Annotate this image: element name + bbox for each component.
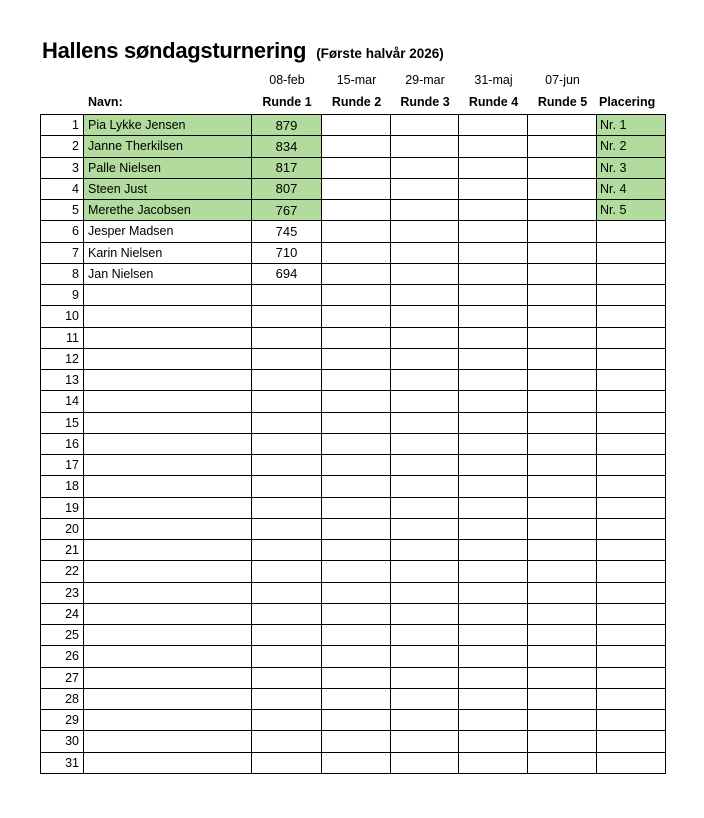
placering-cell[interactable] — [597, 434, 666, 455]
row-number-cell[interactable]: 11 — [41, 328, 84, 349]
round-1-cell[interactable] — [252, 434, 322, 455]
row-number-cell[interactable]: 31 — [41, 753, 84, 774]
title-row — [42, 38, 444, 64]
name-cell[interactable] — [84, 370, 252, 391]
round-5-cell[interactable] — [528, 668, 597, 689]
round-3-cell[interactable] — [391, 731, 459, 752]
round-5-cell[interactable] — [528, 455, 597, 476]
placering-cell[interactable] — [597, 753, 666, 774]
column-header-runde-5: Runde 5 — [537, 95, 588, 109]
round-2-cell[interactable] — [322, 476, 391, 497]
name-cell[interactable] — [84, 604, 252, 625]
round-1-cell[interactable] — [252, 668, 322, 689]
name-cell[interactable] — [84, 285, 252, 306]
round-3-cell[interactable] — [391, 370, 459, 391]
round-1-cell[interactable] — [252, 731, 322, 752]
column-header-runde-1: Runde 1 — [262, 95, 312, 109]
placering-cell[interactable] — [597, 264, 666, 285]
placering-cell[interactable] — [597, 498, 666, 519]
name-cell[interactable] — [84, 328, 252, 349]
round-1-cell[interactable] — [252, 689, 322, 710]
round-4-cell[interactable] — [459, 561, 528, 582]
row-number-cell[interactable]: 21 — [41, 540, 84, 561]
name-cell[interactable] — [84, 349, 252, 370]
row-number-cell[interactable]: 6 — [41, 221, 84, 242]
round-3-cell[interactable] — [391, 158, 459, 179]
round-3-cell[interactable] — [391, 646, 459, 667]
round-1-cell[interactable] — [252, 646, 322, 667]
round-3-cell[interactable] — [391, 285, 459, 306]
round-1-cell[interactable] — [252, 306, 322, 327]
round-3-cell[interactable] — [391, 391, 459, 412]
row-number-cell[interactable]: 30 — [41, 731, 84, 752]
date-round-5: 07-jun — [545, 73, 580, 87]
column-header-navn: Navn: — [88, 95, 123, 109]
round-5-cell[interactable] — [528, 561, 597, 582]
round-1-cell[interactable] — [252, 285, 322, 306]
round-3-cell[interactable] — [391, 243, 459, 264]
date-round-4: 31-maj — [474, 73, 513, 87]
row-number-cell[interactable]: 8 — [41, 264, 84, 285]
round-5-cell[interactable] — [528, 413, 597, 434]
name-cell[interactable] — [84, 753, 252, 774]
placering-cell[interactable] — [597, 476, 666, 497]
round-2-cell[interactable] — [322, 434, 391, 455]
dates-row-spacer — [597, 71, 666, 89]
round-5-cell[interactable] — [528, 285, 597, 306]
round-2-cell[interactable] — [322, 391, 391, 412]
round-1-cell[interactable] — [252, 476, 322, 497]
round-5-cell[interactable] — [528, 519, 597, 540]
placering-cell[interactable] — [597, 689, 666, 710]
round-1-cell[interactable] — [252, 455, 322, 476]
placering-cell[interactable] — [597, 455, 666, 476]
name-cell[interactable] — [84, 306, 252, 327]
round-1-cell[interactable]: 694 — [252, 264, 322, 285]
round-3-cell[interactable] — [391, 264, 459, 285]
round-4-cell[interactable] — [459, 668, 528, 689]
round-4-cell[interactable] — [459, 583, 528, 604]
round-5-cell[interactable] — [528, 476, 597, 497]
round-5-cell[interactable] — [528, 243, 597, 264]
round-3-cell[interactable] — [391, 434, 459, 455]
row-number-cell[interactable]: 3 — [41, 158, 84, 179]
round-5-cell[interactable] — [528, 370, 597, 391]
round-1-cell[interactable]: 767 — [252, 200, 322, 221]
round-3-cell[interactable] — [391, 115, 459, 136]
round-4-cell[interactable] — [459, 179, 528, 200]
placering-cell[interactable] — [597, 540, 666, 561]
row-number-cell[interactable]: 15 — [41, 413, 84, 434]
placering-cell[interactable] — [597, 519, 666, 540]
round-1-cell[interactable] — [252, 349, 322, 370]
placering-cell[interactable]: Nr. 4 — [597, 179, 666, 200]
round-4-cell[interactable] — [459, 413, 528, 434]
date-round-3: 29-mar — [405, 73, 445, 87]
name-cell[interactable] — [84, 646, 252, 667]
placering-cell[interactable] — [597, 646, 666, 667]
round-4-cell[interactable] — [459, 391, 528, 412]
round-2-cell[interactable] — [322, 519, 391, 540]
round-4-cell[interactable] — [459, 243, 528, 264]
row-number-cell[interactable]: 9 — [41, 285, 84, 306]
name-cell[interactable] — [84, 625, 252, 646]
row-number-cell[interactable]: 5 — [41, 200, 84, 221]
page-subtitle: (Første halvår 2026) — [316, 46, 444, 61]
round-4-cell[interactable] — [459, 753, 528, 774]
round-3-cell[interactable] — [391, 179, 459, 200]
row-number-cell[interactable]: 23 — [41, 583, 84, 604]
round-2-cell[interactable] — [322, 136, 391, 157]
round-2-cell[interactable] — [322, 561, 391, 582]
round-5-cell[interactable] — [528, 328, 597, 349]
round-2-cell[interactable] — [322, 540, 391, 561]
round-5-cell[interactable] — [528, 498, 597, 519]
round-2-cell[interactable] — [322, 731, 391, 752]
page-title: Hallens søndagsturnering — [42, 38, 307, 63]
round-2-cell[interactable] — [322, 264, 391, 285]
round-3-cell[interactable] — [391, 136, 459, 157]
round-3-cell[interactable] — [391, 455, 459, 476]
name-cell[interactable] — [84, 519, 252, 540]
round-3-cell[interactable] — [391, 349, 459, 370]
round-4-cell[interactable] — [459, 625, 528, 646]
round-2-cell[interactable] — [322, 753, 391, 774]
round-2-cell[interactable] — [322, 583, 391, 604]
round-1-cell[interactable] — [252, 540, 322, 561]
round-4-cell[interactable] — [459, 540, 528, 561]
round-1-cell[interactable] — [252, 413, 322, 434]
placering-cell[interactable] — [597, 243, 666, 264]
placering-cell[interactable] — [597, 583, 666, 604]
placering-cell[interactable] — [597, 306, 666, 327]
round-3-cell[interactable] — [391, 306, 459, 327]
round-4-cell[interactable] — [459, 370, 528, 391]
name-cell[interactable] — [84, 540, 252, 561]
round-5-cell[interactable] — [528, 200, 597, 221]
name-cell[interactable] — [84, 476, 252, 497]
round-4-cell[interactable] — [459, 476, 528, 497]
round-4-cell[interactable] — [459, 455, 528, 476]
round-4-cell[interactable] — [459, 646, 528, 667]
round-4-cell[interactable] — [459, 115, 528, 136]
round-4-cell[interactable] — [459, 328, 528, 349]
round-1-cell[interactable] — [252, 604, 322, 625]
round-4-cell[interactable] — [459, 498, 528, 519]
placering-cell[interactable] — [597, 625, 666, 646]
round-2-cell[interactable] — [322, 646, 391, 667]
round-2-cell[interactable] — [322, 349, 391, 370]
round-5-cell[interactable] — [528, 540, 597, 561]
round-3-cell[interactable] — [391, 476, 459, 497]
round-2-cell[interactable] — [322, 668, 391, 689]
round-5-cell[interactable] — [528, 434, 597, 455]
column-header-runde-3: Runde 3 — [400, 95, 450, 109]
row-number-cell[interactable]: 16 — [41, 434, 84, 455]
placering-cell[interactable] — [597, 668, 666, 689]
row-number-cell[interactable]: 26 — [41, 646, 84, 667]
round-1-cell[interactable] — [252, 519, 322, 540]
round-2-cell[interactable] — [322, 243, 391, 264]
round-5-cell[interactable] — [528, 625, 597, 646]
round-3-cell[interactable] — [391, 668, 459, 689]
round-3-cell[interactable] — [391, 413, 459, 434]
round-4-cell[interactable] — [459, 349, 528, 370]
round-5-cell[interactable] — [528, 391, 597, 412]
placering-cell[interactable] — [597, 349, 666, 370]
row-number-cell[interactable]: 17 — [41, 455, 84, 476]
name-cell[interactable] — [84, 434, 252, 455]
placering-cell[interactable] — [597, 413, 666, 434]
placering-cell[interactable]: Nr. 2 — [597, 136, 666, 157]
round-5-cell[interactable] — [528, 710, 597, 731]
date-round-1: 08-feb — [269, 73, 305, 87]
placering-cell[interactable] — [597, 221, 666, 242]
row-number-cell[interactable]: 7 — [41, 243, 84, 264]
round-3-cell[interactable] — [391, 221, 459, 242]
name-cell[interactable] — [84, 413, 252, 434]
round-1-cell[interactable] — [252, 753, 322, 774]
round-5-cell[interactable] — [528, 221, 597, 242]
placering-cell[interactable] — [597, 391, 666, 412]
round-2-cell[interactable] — [322, 179, 391, 200]
round-5-cell[interactable] — [528, 731, 597, 752]
round-2-cell[interactable] — [322, 328, 391, 349]
row-number-cell[interactable]: 20 — [41, 519, 84, 540]
round-1-cell[interactable]: 710 — [252, 243, 322, 264]
placering-cell[interactable] — [597, 561, 666, 582]
name-cell[interactable] — [84, 498, 252, 519]
round-2-cell[interactable] — [322, 413, 391, 434]
row-number-cell[interactable]: 18 — [41, 476, 84, 497]
round-3-cell[interactable] — [391, 583, 459, 604]
round-4-cell[interactable] — [459, 285, 528, 306]
round-3-cell[interactable] — [391, 625, 459, 646]
row-number-cell[interactable]: 4 — [41, 179, 84, 200]
placering-cell[interactable] — [597, 604, 666, 625]
round-5-cell[interactable] — [528, 264, 597, 285]
round-2-cell[interactable] — [322, 115, 391, 136]
dates-row-spacer — [84, 71, 252, 89]
row-number-cell[interactable]: 24 — [41, 604, 84, 625]
name-cell[interactable] — [84, 710, 252, 731]
round-2-cell[interactable] — [322, 221, 391, 242]
round-4-cell[interactable] — [459, 306, 528, 327]
round-3-cell[interactable] — [391, 710, 459, 731]
name-cell[interactable]: Palle Nielsen — [84, 158, 252, 179]
round-4-cell[interactable] — [459, 264, 528, 285]
round-5-cell[interactable] — [528, 349, 597, 370]
round-4-cell[interactable] — [459, 710, 528, 731]
round-3-cell[interactable] — [391, 200, 459, 221]
name-cell[interactable] — [84, 668, 252, 689]
name-cell[interactable]: Jesper Madsen — [84, 221, 252, 242]
row-number-cell[interactable]: 13 — [41, 370, 84, 391]
round-2-cell[interactable] — [322, 306, 391, 327]
round-5-cell[interactable] — [528, 136, 597, 157]
row-number-cell[interactable]: 12 — [41, 349, 84, 370]
date-round-2: 15-mar — [336, 73, 377, 87]
column-header-placering: Placering — [599, 95, 656, 109]
round-5-cell[interactable] — [528, 583, 597, 604]
name-cell[interactable] — [84, 391, 252, 412]
round-3-cell[interactable] — [391, 519, 459, 540]
round-1-cell[interactable] — [252, 561, 322, 582]
row-number-cell[interactable]: 29 — [41, 710, 84, 731]
row-number-cell[interactable]: 28 — [41, 689, 84, 710]
round-3-cell[interactable] — [391, 328, 459, 349]
round-3-cell[interactable] — [391, 498, 459, 519]
round-5-cell[interactable] — [528, 689, 597, 710]
round-2-cell[interactable] — [322, 604, 391, 625]
round-5-cell[interactable] — [528, 306, 597, 327]
row-number-cell[interactable]: 27 — [41, 668, 84, 689]
row-number-cell[interactable]: 19 — [41, 498, 84, 519]
name-cell[interactable]: Janne Therkilsen — [84, 136, 252, 157]
name-cell[interactable] — [84, 561, 252, 582]
round-2-cell[interactable] — [322, 498, 391, 519]
column-header-runde-4: Runde 4 — [468, 95, 519, 109]
round-5-cell[interactable] — [528, 115, 597, 136]
round-1-cell[interactable]: 745 — [252, 221, 322, 242]
round-2-cell[interactable] — [322, 158, 391, 179]
round-2-cell[interactable] — [322, 200, 391, 221]
round-4-cell[interactable] — [459, 519, 528, 540]
round-1-cell[interactable]: 807 — [252, 179, 322, 200]
round-3-cell[interactable] — [391, 561, 459, 582]
round-1-cell[interactable] — [252, 328, 322, 349]
round-1-cell[interactable]: 834 — [252, 136, 322, 157]
placering-cell[interactable] — [597, 328, 666, 349]
name-cell[interactable] — [84, 731, 252, 752]
placering-cell[interactable]: Nr. 1 — [597, 115, 666, 136]
round-5-cell[interactable] — [528, 179, 597, 200]
row-number-cell[interactable]: 25 — [41, 625, 84, 646]
round-1-cell[interactable] — [252, 710, 322, 731]
round-3-cell[interactable] — [391, 540, 459, 561]
header-row-spacer — [41, 91, 84, 113]
round-2-cell[interactable] — [322, 625, 391, 646]
name-cell[interactable]: Steen Just — [84, 179, 252, 200]
placering-cell[interactable] — [597, 710, 666, 731]
round-4-cell[interactable] — [459, 200, 528, 221]
round-4-cell[interactable] — [459, 604, 528, 625]
placering-cell[interactable]: Nr. 5 — [597, 200, 666, 221]
round-4-cell[interactable] — [459, 221, 528, 242]
placering-cell[interactable] — [597, 731, 666, 752]
header-row — [41, 91, 666, 113]
row-number-cell[interactable]: 10 — [41, 306, 84, 327]
round-1-cell[interactable]: 879 — [252, 115, 322, 136]
round-5-cell[interactable] — [528, 646, 597, 667]
round-2-cell[interactable] — [322, 370, 391, 391]
round-4-cell[interactable] — [459, 158, 528, 179]
round-1-cell[interactable] — [252, 391, 322, 412]
placering-cell[interactable] — [597, 370, 666, 391]
round-1-cell[interactable]: 817 — [252, 158, 322, 179]
placering-cell[interactable]: Nr. 3 — [597, 158, 666, 179]
tournament-grid — [40, 114, 666, 774]
row-number-cell[interactable]: 2 — [41, 136, 84, 157]
row-number-cell[interactable]: 1 — [41, 115, 84, 136]
round-4-cell[interactable] — [459, 689, 528, 710]
round-5-cell[interactable] — [528, 604, 597, 625]
round-1-cell[interactable] — [252, 498, 322, 519]
round-4-cell[interactable] — [459, 136, 528, 157]
round-2-cell[interactable] — [322, 689, 391, 710]
name-cell[interactable]: Pia Lykke Jensen — [84, 115, 252, 136]
round-5-cell[interactable] — [528, 753, 597, 774]
placering-cell[interactable] — [597, 285, 666, 306]
round-3-cell[interactable] — [391, 604, 459, 625]
column-header-runde-2: Runde 2 — [331, 95, 382, 109]
name-cell[interactable]: Karin Nielsen — [84, 243, 252, 264]
round-2-cell[interactable] — [322, 455, 391, 476]
name-cell[interactable] — [84, 455, 252, 476]
round-1-cell[interactable] — [252, 625, 322, 646]
round-1-cell[interactable] — [252, 583, 322, 604]
row-number-cell[interactable]: 14 — [41, 391, 84, 412]
round-2-cell[interactable] — [322, 710, 391, 731]
round-3-cell[interactable] — [391, 753, 459, 774]
round-4-cell[interactable] — [459, 434, 528, 455]
round-4-cell[interactable] — [459, 731, 528, 752]
row-number-cell[interactable]: 22 — [41, 561, 84, 582]
name-cell[interactable] — [84, 583, 252, 604]
dates-row-spacer — [41, 71, 84, 89]
dates-row — [41, 71, 666, 89]
name-cell[interactable] — [84, 689, 252, 710]
round-1-cell[interactable] — [252, 370, 322, 391]
round-2-cell[interactable] — [322, 285, 391, 306]
name-cell[interactable]: Jan Nielsen — [84, 264, 252, 285]
round-3-cell[interactable] — [391, 689, 459, 710]
round-5-cell[interactable] — [528, 158, 597, 179]
name-cell[interactable]: Merethe Jacobsen — [84, 200, 252, 221]
